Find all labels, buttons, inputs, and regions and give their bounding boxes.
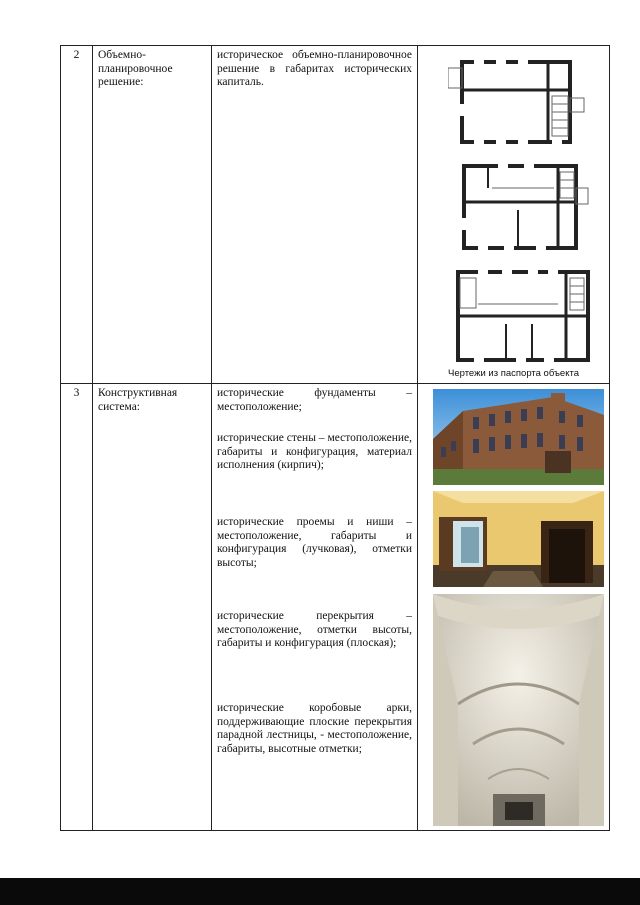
floor-plans-cell [418,46,610,384]
description-text: историческое объемно-планировочное решение в габаритах исторических капиталь. [217,49,412,88]
floor-plan-drawing [448,158,596,256]
description-floors: исторические перекрытия – местоположение, отметки высоты, габариты и конфигурация (плоская); [217,610,412,649]
table-row-structural-system [61,384,610,831]
row-number: 3 [61,384,93,831]
floor-plan-drawing [448,264,596,366]
building-facade-photo [433,389,604,485]
interior-doorway-photo [433,491,604,587]
vaulted-ceiling-photo [433,594,604,826]
photos-cell [418,384,610,831]
scan-bottom-edge [0,878,640,905]
row-name: Конструктивная система: [93,384,212,831]
row-description [212,384,418,831]
description-arches: исторические коробовые арки, поддерживающие плоские перекрытия парадной лестницы, - местоположение, габариты, высотные отметки; [217,702,412,755]
row-number: 2 [61,46,93,384]
description-openings: исторические проемы и ниши – местоположение, габариты и конфигурация (лучковая), отметки высоты; [217,516,412,569]
table-row-volume-planning [61,46,610,384]
floor-plan-drawing [448,56,596,150]
description-foundations: исторические фундаменты – местоположение; [217,387,412,413]
row-name: Объемно-планировочное решение: [93,46,212,384]
drawings-caption: Чертежи из паспорта объекта [448,367,579,379]
row-description [212,46,418,384]
object-description-table [60,45,610,831]
description-walls: исторические стены – местоположение, габариты и конфигурация, материал исполнения (кирпич); [217,432,412,471]
